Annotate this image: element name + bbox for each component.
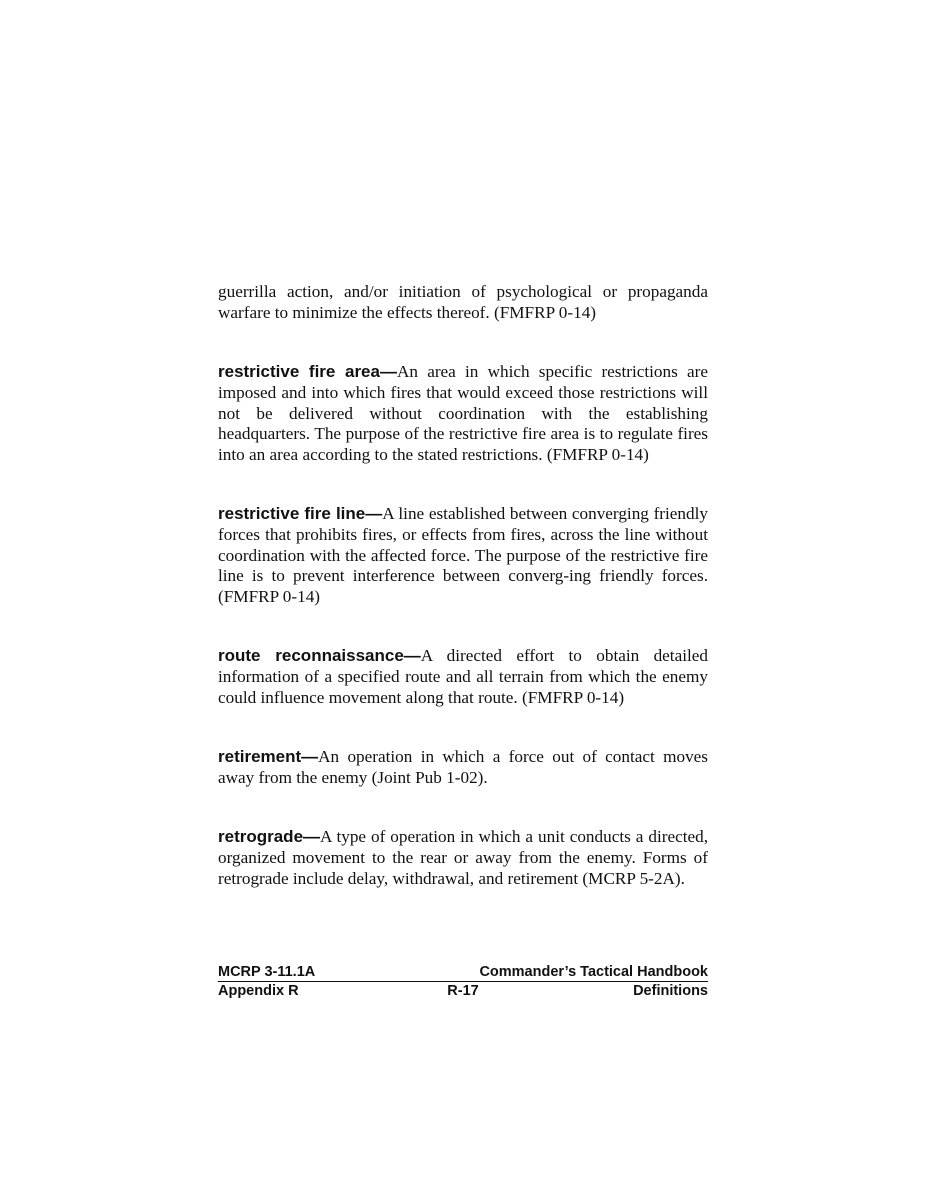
definition-entry xyxy=(218,827,708,889)
term-dash: — xyxy=(403,646,421,665)
definition-term: restrictive fire line xyxy=(218,504,366,523)
definition-text: A type of operation in which a unit conducts a directed, organized movement to the rear or away from the enemy. Forms of retrograde include delay, withdrawal, and retirement (MCRP 5-2A). xyxy=(218,827,708,888)
continuation-paragraph: guerrilla action, and/or initiation of psychological or propaganda warfare to minimize the effects thereof. (FMFRP 0-14) xyxy=(218,282,708,322)
publication-number: MCRP 3-11.1A xyxy=(218,964,316,980)
definition-term: retirement xyxy=(218,747,302,766)
term-dash: — xyxy=(365,504,383,523)
definition-text: A directed effort to obtain detailed information of a specified route and all terrain from which the enemy could influence movement along that route. (FMFRP 0-14) xyxy=(218,646,708,707)
definition-term: restrictive fire area xyxy=(218,362,380,381)
definition-term: route reconnaissance xyxy=(218,646,404,665)
definition-entry xyxy=(218,747,708,789)
handbook-title: Commander’s Tactical Handbook xyxy=(479,964,708,980)
definition-text: An operation in which a force out of contact moves away from the enemy (Joint Pub 1-02). xyxy=(218,747,708,787)
footer-top-row xyxy=(218,963,708,981)
definition-entry xyxy=(218,646,708,708)
term-dash: — xyxy=(303,827,321,846)
definition-entry xyxy=(218,504,708,608)
term-dash: — xyxy=(301,747,319,766)
page-footer xyxy=(218,963,708,1000)
term-dash: — xyxy=(379,362,397,381)
page-number: R-17 xyxy=(447,983,479,999)
definition-term: retrograde xyxy=(218,827,304,846)
definition-text: A line established between converging friendly forces that prohibits fires, or effects from fires, across the line without coordination with the affected force. The purpose of the restrictive fire line is to prevent interference between converg-ing friendly forces. (FMFRP 0-14) xyxy=(218,504,708,607)
definition-text: An area in which specific restrictions are imposed and into which fires that would exceed those restrictions will not be delivered without coordination with the establishing headquarters. The purpose of the restrictive fire area is to regulate fires into an area according to the stated restrictions. (FMFRP 0-14) xyxy=(218,362,708,465)
footer-bottom-row xyxy=(218,982,708,1000)
definition-entry xyxy=(218,362,708,466)
appendix-label: Appendix R xyxy=(218,983,299,999)
section-label: Definitions xyxy=(633,983,708,999)
